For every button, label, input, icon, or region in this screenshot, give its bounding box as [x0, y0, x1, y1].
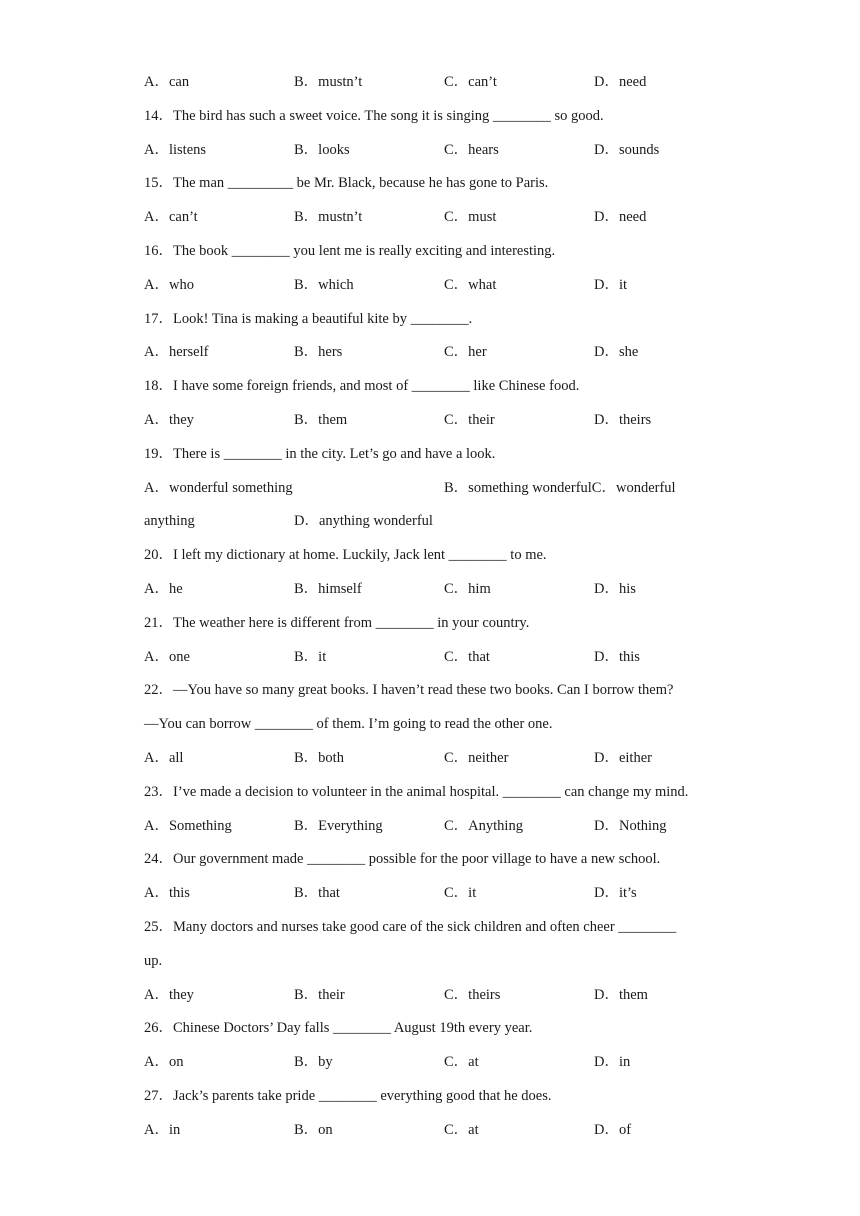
answer-option: C．hears: [444, 141, 499, 158]
question-text: 21．The weather here is different from ________ in your country.: [144, 614, 530, 631]
question-text: 14．The bird has such a sweet voice. The song it is singing ________ so good.: [144, 107, 604, 124]
answer-option: C．theirs: [444, 986, 501, 1003]
answer-option: A．listens: [144, 141, 207, 158]
question-text: 27．Jack’s parents take pride ________ everything good that he does.: [144, 1088, 552, 1104]
answer-option: A．Something: [144, 817, 232, 834]
answer-option: B．hers: [294, 344, 343, 361]
answer-option: C．at: [444, 1121, 479, 1138]
answer-option: anything: [144, 513, 195, 530]
question-text: 15．The man _________ be Mr. Black, because he has gone to Paris.: [144, 175, 549, 192]
answer-option: D．in: [594, 1054, 631, 1071]
answer-option: C．their: [444, 412, 495, 428]
answer-option: B．mustn’t: [294, 209, 363, 226]
question-text: 19．There is ________ in the city. Let’s go and have a look.: [144, 445, 496, 462]
answer-option: A．on: [144, 1054, 184, 1071]
question-text: 22．—You have so many great books. I haven’t read these two books. Can I borrow them?: [144, 682, 674, 699]
answer-option: B．mustn’t: [294, 74, 363, 90]
answer-option: C．him: [444, 581, 491, 597]
answer-option: D．sounds: [594, 141, 660, 158]
answer-option: A．wonderful something: [144, 479, 293, 496]
answer-option: C．Anything: [444, 817, 523, 834]
question-text: 18．I have some foreign friends, and most of ________ like Chinese food.: [144, 378, 580, 395]
answer-option: B．Everything: [294, 817, 383, 834]
answer-option: C．what: [444, 276, 497, 293]
answer-option: C．that: [444, 648, 490, 665]
answer-option: A．this: [144, 885, 190, 902]
question-text: 16．The book ________ you lent me is really exciting and interesting.: [144, 243, 556, 259]
answer-option: D．them: [594, 986, 648, 1003]
answer-option: B．himself: [294, 581, 362, 597]
answer-option: D．need: [594, 209, 647, 226]
answer-option: C．can’t: [444, 74, 497, 90]
question-text: up.: [144, 952, 163, 969]
answer-option: A．can’t: [144, 209, 198, 226]
question-text: 23．I’ve made a decision to volunteer in the animal hospital. ________ can change my mind.: [144, 783, 689, 800]
answer-option: D．theirs: [594, 412, 652, 428]
answer-option: A．he: [144, 581, 183, 597]
answer-option: B．which: [294, 276, 354, 293]
answer-option: D．this: [594, 648, 640, 665]
answer-option: D．Nothing: [594, 817, 667, 834]
answer-option: B．something wonderfulC．wonderful: [444, 479, 676, 496]
answer-option: C．must: [444, 209, 497, 226]
answer-option: A．they: [144, 986, 194, 1003]
answer-option: A．one: [144, 648, 190, 665]
answer-option: C．it: [444, 885, 477, 902]
question-text: —You can borrow ________ of them. I’m going to read the other one.: [144, 716, 553, 733]
answer-option: D．she: [594, 344, 639, 361]
answer-option: D．either: [594, 750, 652, 766]
question-text: 24．Our government made ________ possible for the poor village to have a new school.: [144, 851, 661, 868]
question-text: 20．I left my dictionary at home. Luckily, Jack lent ________ to me.: [144, 547, 547, 564]
answer-option: D．it’s: [594, 885, 637, 902]
answer-option: C．her: [444, 344, 487, 361]
answer-option: C．at: [444, 1054, 479, 1071]
answer-option: D．anything wonderful: [294, 513, 433, 530]
answer-option: B．on: [294, 1121, 333, 1138]
answer-option: A．in: [144, 1121, 181, 1138]
answer-option: B．by: [294, 1054, 333, 1071]
answer-option: B．both: [294, 750, 344, 766]
answer-option: A．who: [144, 276, 194, 293]
answer-option: C．neither: [444, 750, 509, 766]
answer-option: D．of: [594, 1121, 632, 1138]
answer-option: A．all: [144, 750, 184, 766]
answer-option: D．it: [594, 276, 628, 293]
answer-option: B．that: [294, 885, 340, 902]
question-text: 26．Chinese Doctors’ Day falls ________ August 19th every year.: [144, 1020, 533, 1037]
answer-option: B．it: [294, 648, 327, 665]
answer-option: A．can: [144, 74, 190, 90]
answer-option: B．their: [294, 986, 345, 1003]
question-text: 17．Look! Tina is making a beautiful kite by ________.: [144, 310, 473, 327]
answer-option: B．them: [294, 412, 348, 428]
answer-option: A．they: [144, 412, 194, 428]
answer-option: B．looks: [294, 141, 350, 158]
answer-option: D．need: [594, 74, 647, 90]
answer-option: D．his: [594, 581, 636, 597]
answer-option: A．herself: [144, 344, 209, 361]
question-text: 25．Many doctors and nurses take good care of the sick children and often cheer ________: [144, 919, 677, 935]
